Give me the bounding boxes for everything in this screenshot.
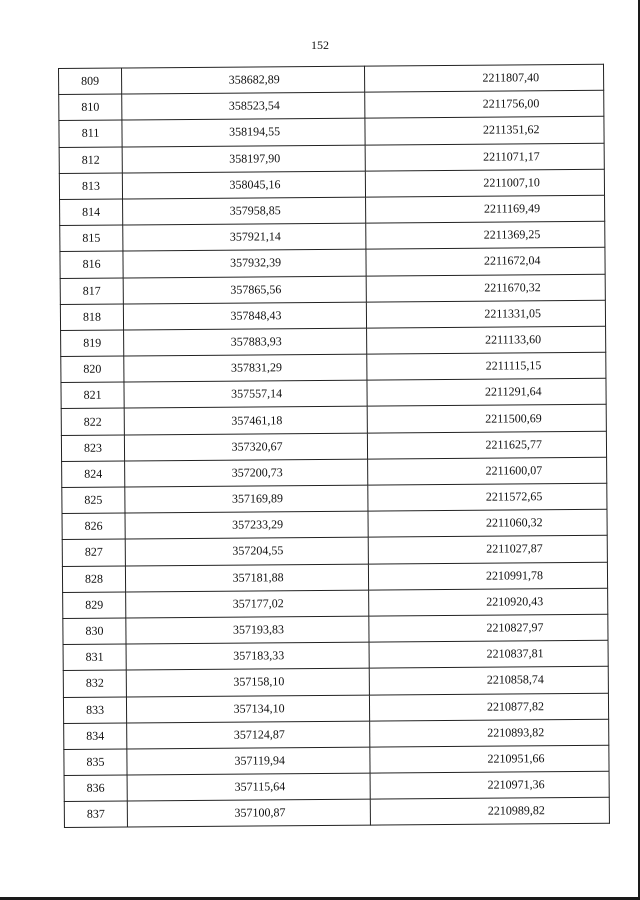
y-coordinate-cell: 2211500,69 (367, 405, 607, 433)
point-number-cell: 814 (60, 199, 123, 226)
y-coordinate-cell: 2210837,81 (369, 640, 609, 668)
point-number-cell: 811 (59, 120, 122, 147)
point-number-cell: 833 (63, 696, 126, 723)
y-coordinate-cell: 2211071,17 (365, 143, 605, 171)
x-coordinate-cell: 357115,64 (127, 773, 370, 801)
x-coordinate-cell: 357200,73 (125, 459, 368, 487)
x-coordinate-cell: 357119,94 (127, 747, 370, 775)
x-coordinate-cell: 357831,29 (124, 354, 367, 382)
x-coordinate-cell: 358523,54 (122, 92, 365, 120)
x-coordinate-cell: 357958,85 (123, 197, 366, 225)
point-number-cell: 816 (60, 251, 123, 278)
y-coordinate-cell: 2210920,43 (368, 588, 608, 616)
x-coordinate-cell: 358194,55 (122, 118, 365, 146)
point-number-cell: 831 (63, 644, 126, 671)
y-coordinate-cell: 2211351,62 (364, 117, 604, 145)
table-row (64, 797, 609, 827)
y-coordinate-cell: 2211600,07 (367, 457, 607, 485)
y-coordinate-cell: 2211169,49 (365, 195, 605, 223)
x-coordinate-cell: 357883,93 (124, 328, 367, 356)
x-coordinate-cell: 357865,56 (123, 276, 366, 304)
y-coordinate-cell: 2210858,74 (369, 667, 609, 695)
x-coordinate-cell: 358197,90 (122, 145, 365, 173)
point-number-cell: 812 (59, 147, 122, 174)
x-coordinate-cell: 357124,87 (127, 721, 370, 749)
x-coordinate-cell: 357320,67 (124, 433, 367, 461)
y-coordinate-cell: 2211115,15 (366, 352, 606, 380)
y-coordinate-cell: 2211133,60 (366, 326, 606, 354)
y-coordinate-cell: 2211331,05 (366, 300, 606, 328)
coordinates-table (58, 64, 610, 829)
point-number-cell: 832 (63, 670, 126, 697)
point-number-cell: 830 (63, 618, 126, 645)
y-coordinate-cell: 2210827,97 (368, 614, 608, 642)
y-coordinate-cell: 2211756,00 (364, 90, 604, 118)
point-number-cell: 819 (61, 330, 124, 357)
point-number-cell: 809 (59, 68, 122, 95)
point-number-cell: 827 (62, 539, 125, 566)
y-coordinate-cell: 2210971,36 (370, 771, 610, 799)
point-number-cell: 821 (61, 382, 124, 409)
y-coordinate-cell: 2210989,82 (370, 797, 610, 825)
point-number-cell: 815 (60, 225, 123, 252)
point-number-cell: 813 (59, 173, 122, 200)
point-number-cell: 834 (64, 723, 127, 750)
point-number-cell: 810 (59, 94, 122, 121)
point-number-cell: 835 (64, 749, 127, 776)
y-coordinate-cell: 2210877,82 (369, 693, 609, 721)
y-coordinate-cell: 2211369,25 (365, 221, 605, 249)
y-coordinate-cell: 2210893,82 (369, 719, 609, 747)
x-coordinate-cell: 357193,83 (126, 616, 369, 644)
x-coordinate-cell: 357181,88 (125, 564, 368, 592)
point-number-cell: 818 (60, 304, 123, 331)
x-coordinate-cell: 357100,87 (127, 799, 370, 827)
x-coordinate-cell: 357557,14 (124, 380, 367, 408)
x-coordinate-cell: 358682,89 (122, 66, 365, 94)
y-coordinate-cell: 2211625,77 (367, 431, 607, 459)
y-coordinate-cell: 2211807,40 (364, 64, 604, 92)
point-number-cell: 822 (61, 408, 124, 435)
point-number-cell: 837 (64, 801, 127, 828)
x-coordinate-cell: 357921,14 (123, 223, 366, 251)
point-number-cell: 828 (62, 566, 125, 593)
y-coordinate-cell: 2211672,04 (365, 248, 605, 276)
y-coordinate-cell: 2211572,65 (367, 483, 607, 511)
x-coordinate-cell: 357233,29 (125, 511, 368, 539)
page-number: 152 (311, 38, 329, 52)
point-number-cell: 823 (61, 435, 124, 462)
coordinates-table-body (59, 64, 610, 828)
y-coordinate-cell: 2211027,87 (368, 536, 608, 564)
x-coordinate-cell: 357169,89 (125, 485, 368, 513)
point-number-cell: 825 (62, 487, 125, 514)
x-coordinate-cell: 357177,02 (126, 590, 369, 618)
x-coordinate-cell: 357158,10 (126, 668, 369, 696)
y-coordinate-cell: 2211007,10 (365, 169, 605, 197)
x-coordinate-cell: 357183,33 (126, 642, 369, 670)
x-coordinate-cell: 357932,39 (123, 249, 366, 277)
point-number-cell: 824 (62, 461, 125, 488)
x-coordinate-cell: 357134,10 (126, 695, 369, 723)
x-coordinate-cell: 358045,16 (122, 171, 365, 199)
point-number-cell: 836 (64, 775, 127, 802)
point-number-cell: 820 (61, 356, 124, 383)
x-coordinate-cell: 357461,18 (124, 407, 367, 435)
x-coordinate-cell: 357848,43 (123, 302, 366, 330)
point-number-cell: 826 (62, 513, 125, 540)
x-coordinate-cell: 357204,55 (125, 537, 368, 565)
y-coordinate-cell: 2210951,66 (369, 745, 609, 773)
y-coordinate-cell: 2211670,32 (366, 274, 606, 302)
point-number-cell: 829 (63, 592, 126, 619)
y-coordinate-cell: 2210991,78 (368, 562, 608, 590)
y-coordinate-cell: 2211060,32 (368, 509, 608, 537)
y-coordinate-cell: 2211291,64 (367, 378, 607, 406)
point-number-cell: 817 (60, 277, 123, 304)
